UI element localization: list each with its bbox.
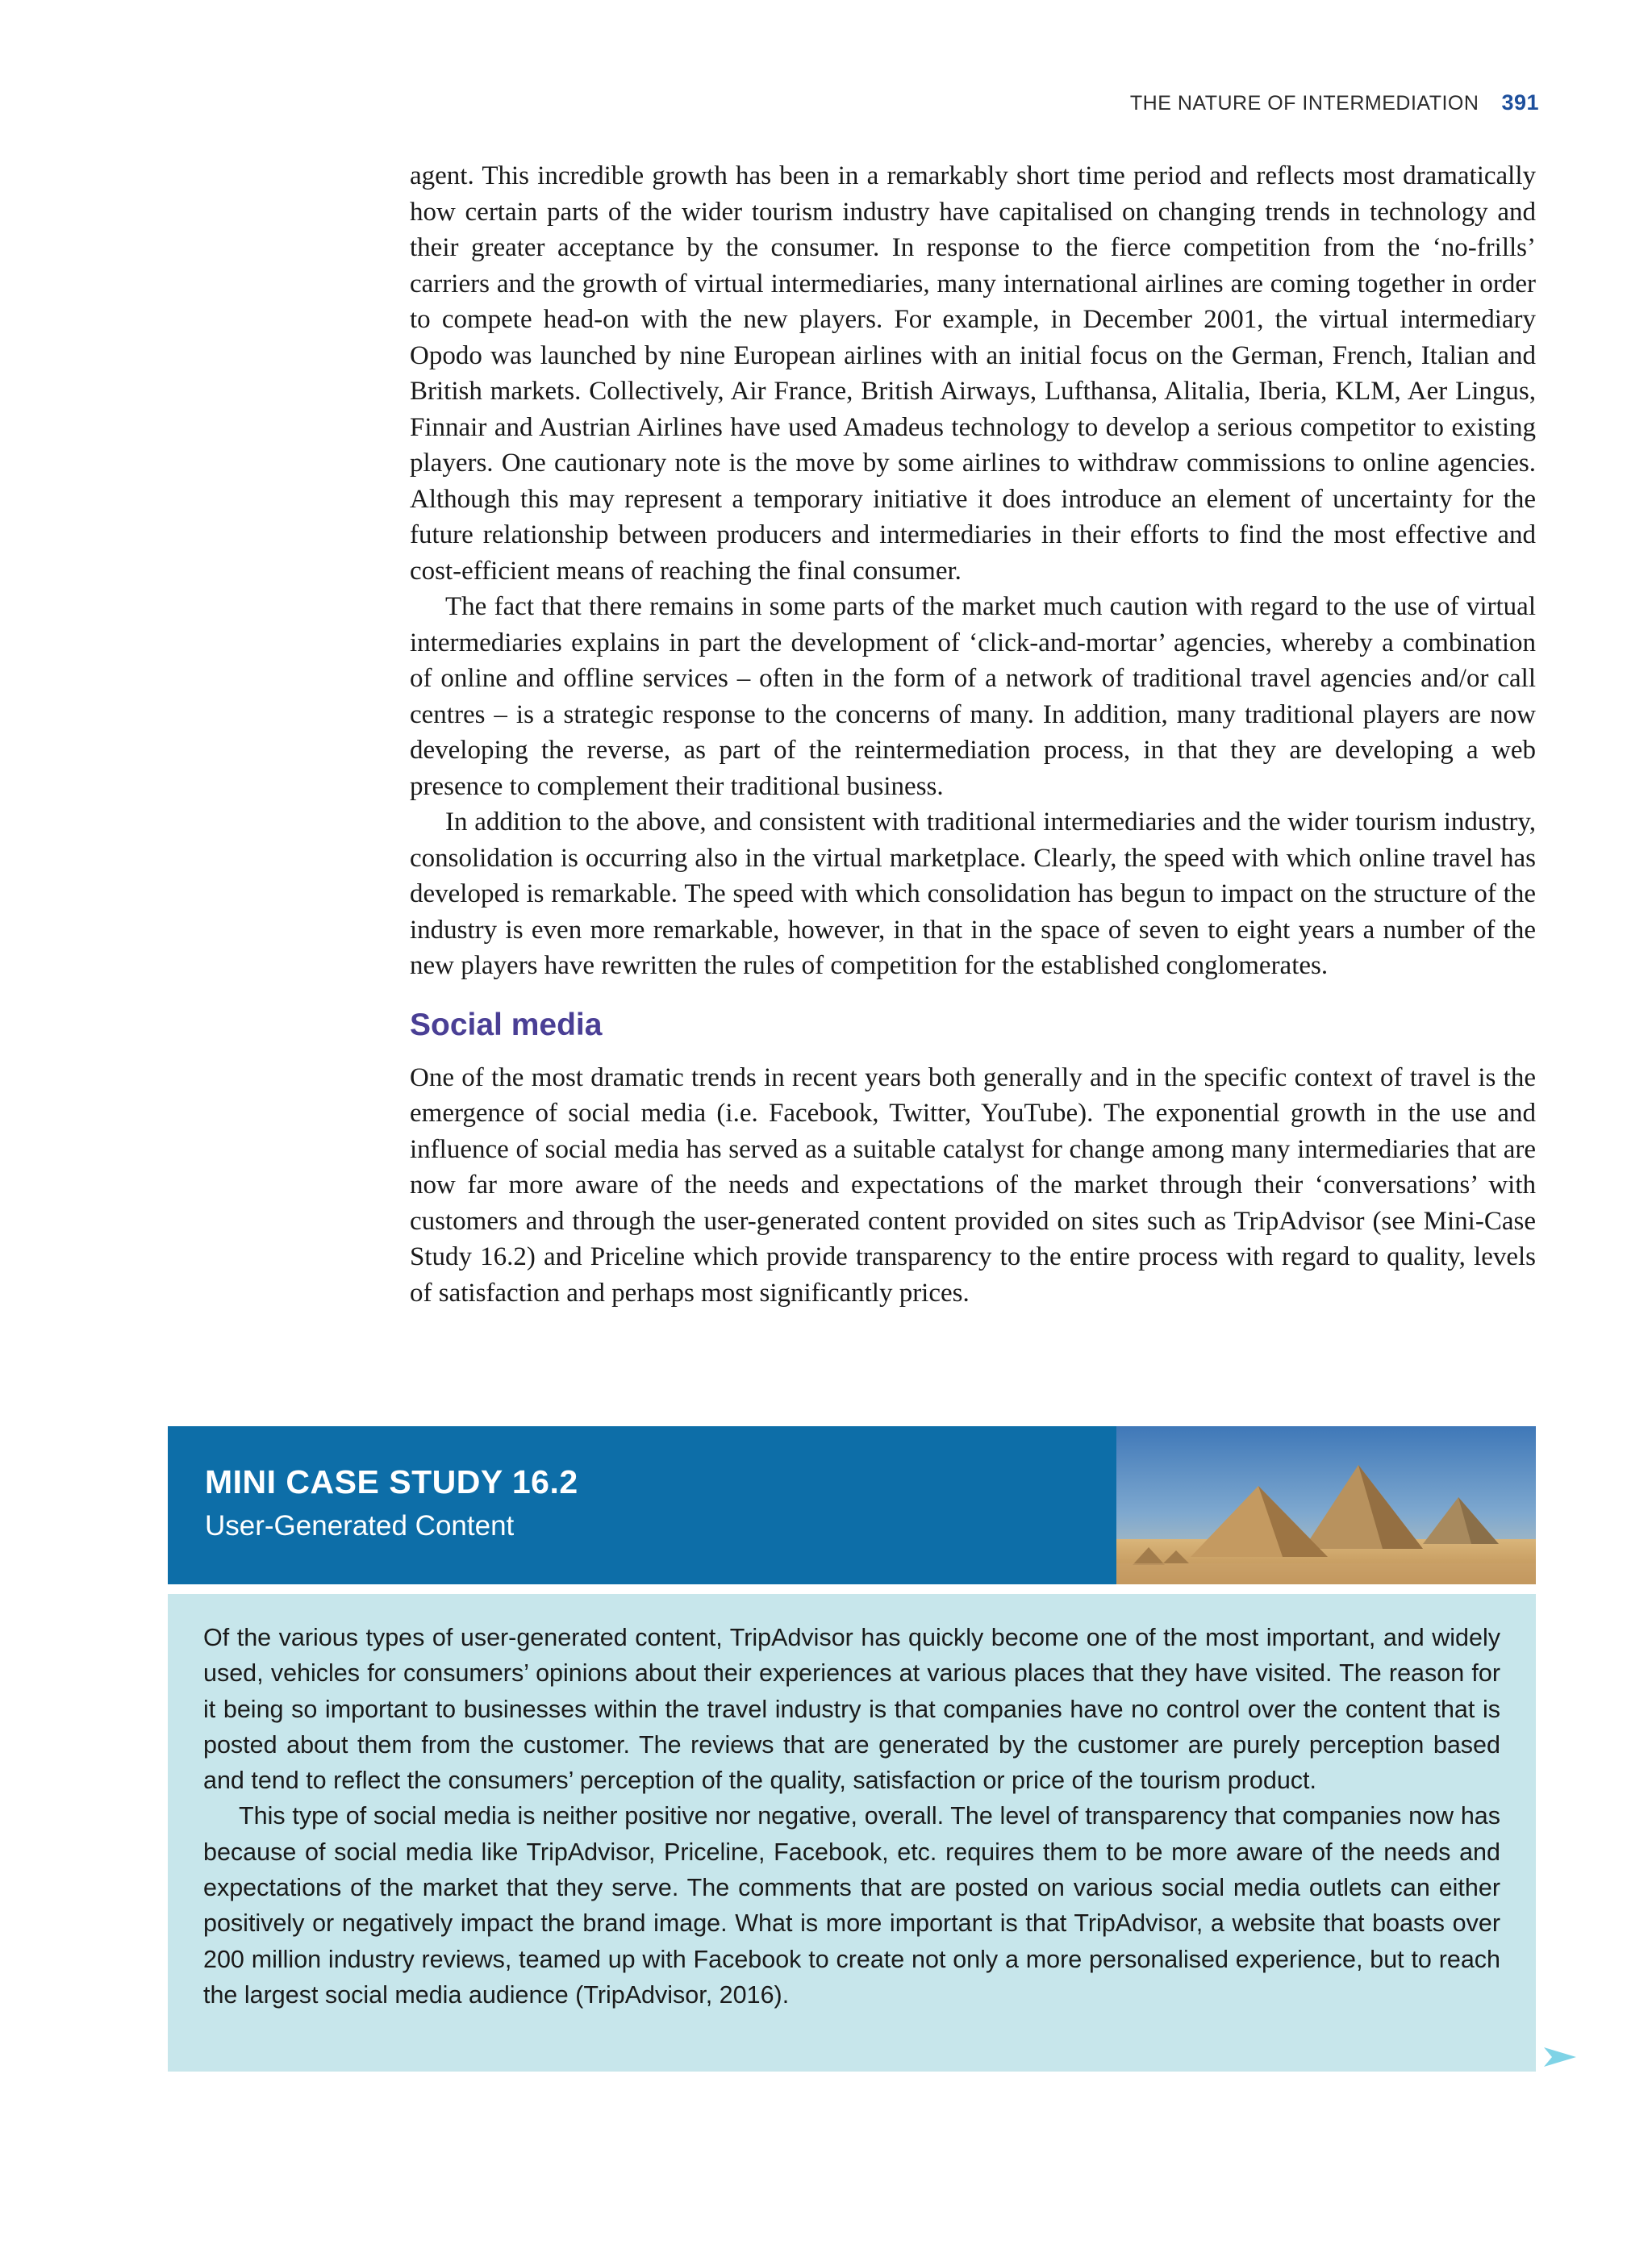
pyramids-photo: [1116, 1426, 1536, 1584]
case-study-title: MINI CASE STUDY 16.2: [205, 1463, 578, 1500]
arrow-right-icon: [1544, 2046, 1576, 2068]
body-paragraph: The fact that there remains in some parts of the market much caution with regard to the use of virtual intermediaries explains in part the development of ‘click-and-mortar’ agencies, whereby a combination of online and offline services – often in the form of a network of traditional travel agencies and/or call centres – is a strategic response to the concerns of many. In addition, many traditional players are now developing the reverse, as part of the reintermediation process, in that they are developing a web presence to complement their traditional business.: [410, 592, 1536, 801]
case-study-paragraph: Of the various types of user-generated content, TripAdvisor has quickly become one of the most important, and widely used, vehicles for consumers’ opinions about their experiences at various places that they have visited. The reason for it being so important to businesses within the travel industry is that companies have no control over the content that is posted about them from the customer. The reviews that are generated by the customer are purely perception based and tend to reflect the consumers’ perception of the quality, satisfaction or price of the tourism product.: [203, 1624, 1500, 1795]
case-study-paragraph: This type of social media is neither positive nor negative, overall. The level of transparency that companies now has because of social media like TripAdvisor, Priceline, Facebook, etc. requires them to be more aware of the needs and expectations of the market that they serve. The comments that are posted on various social media outlets can either positively or negatively impact the brand image. What is more important is that TripAdvisor, a website that boasts over 200 million industry reviews, teamed up with Facebook to create not only a more personalised experience, but to reach the largest social media audience (TripAdvisor, 2016).: [203, 1802, 1500, 2009]
page-number: 391: [1501, 90, 1539, 115]
case-study-subtitle: User-Generated Content: [205, 1510, 515, 1542]
case-study-body: [168, 1594, 1536, 2072]
section-heading: Social media: [410, 1007, 603, 1042]
body-paragraph: In addition to the above, and consistent with traditional intermediaries and the wider tourism industry, consolidation is occurring also in the virtual marketplace. Clearly, the speed with which online travel has developed is remarkable. The speed with which consolidation has begun to impact on the structure of the industry is even more remarkable, however, in that in the space of seven to eight years a number of the new players have rewritten the rules of competition for the established conglomerates.: [410, 807, 1536, 980]
running-head-title: THE NATURE OF INTERMEDIATION: [1129, 92, 1479, 115]
case-study-text: [203, 1620, 1500, 2013]
main-body: [410, 158, 1536, 1311]
body-paragraph: One of the most dramatic trends in recent years both generally and in the specific context of travel is the emergence of social media (i.e. Facebook, Twitter, YouTube). The exponential growth in the use and influence of social media has served as a suitable catalyst for change among many intermediaries that are now far more aware of the needs and expectations of the market through their ‘conversations’ with customers and through the user-generated content provided on sites such as TripAdvisor (see Mini-Case Study 16.2) and Priceline which provide transparency to the entire process with regard to quality, levels of satisfaction and perhaps most significantly prices.: [410, 1062, 1536, 1308]
body-paragraph: agent. This incredible growth has been in a remarkably short time period and reflects most dramatically how certain parts of the wider tourism industry have capitalised on changing trends in technology and their greater acceptance by the consumer. In response to the fierce competition from the ‘no-frills’ carriers and the growth of virtual intermediaries, many international airlines are coming together in order to compete head-on with the new players. For example, in December 2001, the virtual intermediary Opodo was launched by nine European airlines with an initial focus on the German, French, Italian and British markets. Collectively, Air France, British Airways, Lufthansa, Alitalia, Iberia, KLM, Aer Lingus, Finnair and Austrian Airlines have used Amadeus technology to develop a serious competitor to existing players. One cautionary note is the move by some airlines to withdraw commissions to online agencies. Although this may represent a temporary initiative it does introduce an element of uncertainty for the future relationship between producers and intermediaries in their efforts to find the most effective and cost-efficient means of reaching the final consumer.: [410, 161, 1536, 586]
running-head: [1130, 90, 1539, 115]
case-study-header: [168, 1426, 1536, 1584]
